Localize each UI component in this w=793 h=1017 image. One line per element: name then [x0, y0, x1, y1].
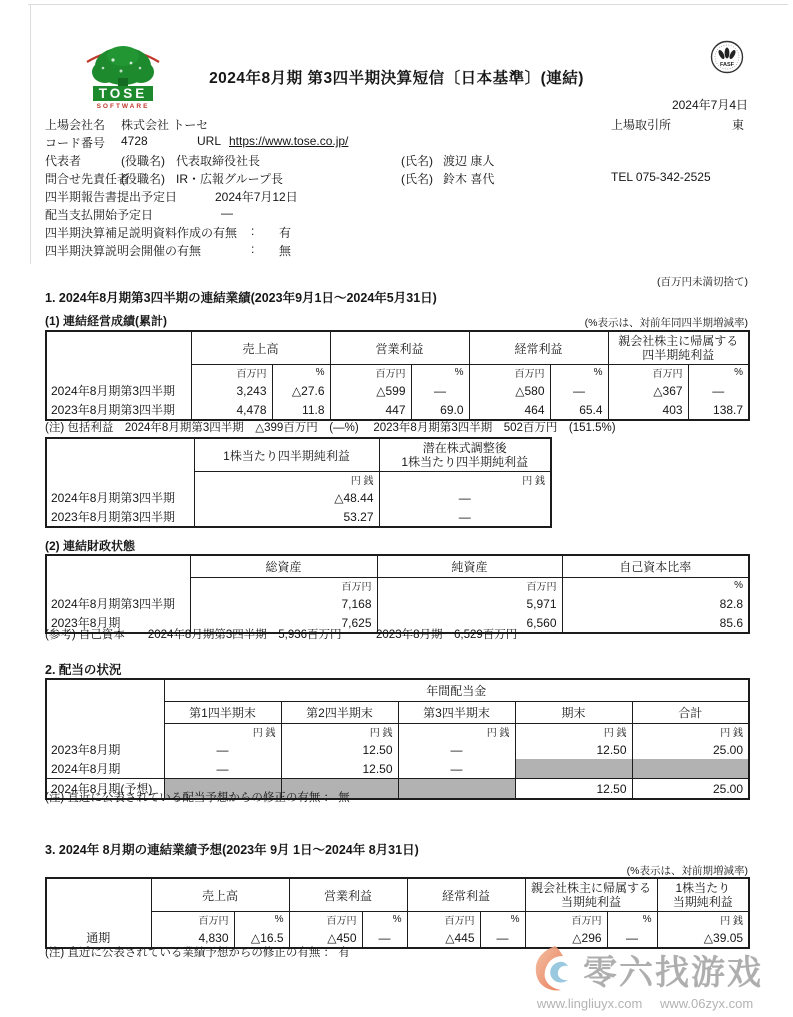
table-row	[46, 679, 749, 702]
rounding-note: (百万円未満切捨て)	[657, 276, 748, 288]
table-cell: 4,478	[191, 400, 272, 420]
svg-text:TOSE: TOSE	[98, 86, 148, 101]
table-cell: △445	[407, 928, 480, 948]
row-label: 2023年8月期第3四半期	[46, 507, 194, 527]
unit-cell: 百万円	[190, 578, 377, 595]
eps-table	[45, 437, 552, 528]
table-cell: △450	[289, 928, 362, 948]
table-header: 年間配当金	[164, 679, 749, 702]
table-header: 期末	[515, 702, 632, 724]
unit-cell: 百万円	[377, 578, 562, 595]
table-header-line: 四半期純利益	[642, 348, 715, 362]
table-header: 売上高	[191, 331, 330, 365]
table-cell: △39.05	[657, 928, 749, 948]
dividend-table	[45, 678, 750, 800]
table-header-line: 潜在株式調整後	[422, 441, 507, 455]
fasf-seal-icon	[709, 40, 745, 82]
table-cell: △599	[330, 381, 411, 400]
briefing-value: 無	[279, 244, 292, 258]
report-date-label: 四半期報告書提出予定日	[45, 190, 178, 204]
unit-cell: 百万円	[151, 912, 234, 929]
unit-cell: 円 銭	[657, 912, 749, 929]
section3-note-right: (%表示は、対前期増減率)	[626, 865, 748, 877]
table-cell: —	[379, 507, 551, 527]
briefing-label: 四半期決算説明会開催の有無	[45, 244, 202, 258]
unit-cell: %	[272, 365, 330, 382]
unit-cell: 円 銭	[398, 724, 515, 741]
unit-cell: %	[234, 912, 289, 929]
table-header-line: 当期純利益	[561, 895, 622, 909]
table-cell: 403	[608, 400, 688, 420]
table-row	[46, 331, 749, 365]
table-cell: 12.50	[281, 740, 398, 759]
table-row	[46, 594, 749, 613]
page-title: 2024年8月期 第3四半期決算短信〔日本基準〕(連結)	[209, 70, 584, 87]
watermark-text: 零六找游戏	[583, 954, 763, 992]
table-row	[46, 381, 749, 400]
table-header: 経常利益	[469, 331, 608, 365]
table-cell: —	[398, 740, 515, 759]
table-cell: 53.27	[194, 507, 379, 527]
row-label: 2023年8月期第3四半期	[46, 400, 191, 420]
table-header: 総資産	[190, 555, 377, 578]
table-cell: 464	[469, 400, 550, 420]
contact-label: 問合せ先責任者	[45, 172, 130, 186]
table-cell: —	[362, 928, 407, 948]
table-header	[657, 878, 749, 912]
contact-title: IR・広報グループ長	[176, 172, 284, 186]
code-label: コード番号	[45, 136, 106, 150]
briefing-row	[45, 242, 748, 260]
representative-title-label: (役職名)	[121, 154, 165, 168]
table-header: 1株当たり四半期純利益	[194, 438, 379, 472]
unit-cell: 百万円	[289, 912, 362, 929]
table-header: 第3四半期末	[398, 702, 515, 724]
table-header	[379, 438, 551, 472]
table-header: 自己資本比率	[562, 555, 749, 578]
section1-heading: 1. 2024年8月期第3四半期の連結業績(2023年9月1日～2024年5月31日)	[45, 291, 437, 305]
representative-title: 代表取締役社長	[176, 154, 261, 168]
listed-name-label: 上場会社名	[45, 118, 106, 132]
table-header: 売上高	[151, 878, 289, 912]
table-cell: 12.50	[281, 759, 398, 779]
table-header: 営業利益	[330, 331, 469, 365]
telephone: TEL 075-342-2525	[611, 170, 711, 184]
row-label: 通期	[46, 928, 151, 948]
table-cell: 447	[330, 400, 411, 420]
unit-cell: 円 銭	[632, 724, 749, 741]
comprehensive-income-note: (注) 包括利益 2024年8月期第3四半期 △399百万円 (—%) 2023年8月期第3四半期 502百万円 (151.5%)	[45, 422, 616, 434]
unit-cell: %	[550, 365, 608, 382]
unit-cell: %	[411, 365, 469, 382]
table-cell: 65.4	[550, 400, 608, 420]
supplement-colon: :	[251, 224, 255, 238]
unit-cell: 円 銭	[194, 472, 379, 489]
watermark-urls	[525, 996, 765, 1011]
table-cell: 7,168	[190, 594, 377, 613]
section1-sub2-heading: (2) 連結財政状態	[45, 539, 136, 553]
briefing-colon: :	[251, 242, 255, 256]
table-cell: —	[607, 928, 657, 948]
table-header-line: 親会社株主に帰属する	[531, 881, 652, 895]
table-cell: △27.6	[272, 381, 330, 400]
section1-sub1-heading: (1) 連結経営成績(累計)	[45, 314, 167, 328]
table-cell: 82.8	[562, 594, 749, 613]
table-cell: 6,560	[377, 613, 562, 633]
table-corner-cell	[46, 679, 164, 740]
unit-cell: 百万円	[469, 365, 550, 382]
representative-name-label: (氏名)	[401, 154, 433, 168]
unit-cell: %	[607, 912, 657, 929]
representative-label: 代表者	[45, 154, 82, 168]
row-label: 2024年8月期第3四半期	[46, 488, 194, 507]
dividend-note: (注) 直近に公表されている配当予想からの修正の有無 ： 無	[45, 792, 350, 804]
table-cell: 85.6	[562, 613, 749, 633]
dividend-start-row	[45, 206, 748, 224]
report-date-value: 2024年7月12日	[215, 190, 298, 204]
table-header-line: 1株当たり四半期純利益	[401, 455, 529, 469]
table-cell: 3,243	[191, 381, 272, 400]
watermark-flame-icon	[525, 944, 583, 994]
watermark-url-1: www.lingliuyx.com	[536, 996, 643, 1011]
watermark-url-2: www.06zyx.com	[659, 996, 754, 1011]
table-row	[46, 507, 551, 527]
table-units-row	[46, 912, 749, 929]
contact-name: 鈴木 喜代	[443, 172, 495, 186]
contact-title-label: (役職名)	[121, 172, 165, 186]
table-cell: △580	[469, 381, 550, 400]
dividend-start-label: 配当支払開始予定日	[45, 208, 154, 222]
representative-name: 渡辺 康人	[443, 154, 495, 168]
table-cell-not-applicable	[398, 779, 515, 800]
scan-artifact-line	[28, 4, 788, 5]
row-label: 2023年8月期	[46, 613, 190, 633]
table-cell: —	[411, 381, 469, 400]
representative-row	[45, 152, 748, 170]
exchange-value: 東	[731, 118, 744, 132]
table-cell: —	[164, 740, 281, 759]
supplement-label: 四半期決算補足説明資料作成の有無	[45, 226, 238, 240]
url-label: URL	[197, 134, 222, 148]
table-cell: —	[688, 381, 749, 400]
contact-row	[45, 170, 748, 188]
table-cell: △48.44	[194, 488, 379, 507]
table-cell: 4,830	[151, 928, 234, 948]
table-cell: —	[379, 488, 551, 507]
unit-cell: 百万円	[191, 365, 272, 382]
supplement-value: 有	[279, 226, 292, 240]
unit-cell: 円 銭	[164, 724, 281, 741]
unit-cell: 円 銭	[379, 472, 551, 489]
table-row	[46, 438, 551, 472]
results-table	[45, 330, 750, 421]
table-cell: —	[164, 759, 281, 779]
contact-name-label: (氏名)	[401, 172, 433, 186]
table-cell: 12.50	[515, 740, 632, 759]
table-cell: —	[550, 381, 608, 400]
table-header: 合計	[632, 702, 749, 724]
equity-reference-note: (参考) 自己資本 2024年8月期第3四半期 5,936百万円 2023年8月期 6,529百万円	[45, 629, 518, 641]
company-name-row	[45, 116, 748, 134]
table-cell: 5,971	[377, 594, 562, 613]
code-url-row	[45, 134, 748, 152]
table-cell: 138.7	[688, 400, 749, 420]
table-corner-cell	[46, 438, 194, 488]
table-cell: 25.00	[632, 779, 749, 800]
unit-cell: 円 銭	[281, 724, 398, 741]
table-cell: △296	[525, 928, 607, 948]
table-header	[608, 331, 749, 365]
table-header: 営業利益	[289, 878, 407, 912]
unit-cell: 百万円	[608, 365, 688, 382]
table-header: 経常利益	[407, 878, 525, 912]
row-label: 2023年8月期	[46, 740, 164, 759]
unit-cell: 円 銭	[515, 724, 632, 741]
company-info-block	[45, 116, 748, 260]
section1-sub1-note: (%表示は、対前年同四半期増減率)	[584, 317, 748, 329]
table-cell: 7,625	[190, 613, 377, 633]
code-value: 4728	[121, 134, 148, 148]
unit-cell: %	[562, 578, 749, 595]
financial-position-table	[45, 554, 750, 634]
table-row	[46, 400, 749, 420]
table-row	[46, 878, 749, 912]
svg-text:SOFTWARE: SOFTWARE	[96, 103, 150, 110]
svg-text:FASF: FASF	[719, 62, 735, 68]
unit-cell: 百万円	[407, 912, 480, 929]
unit-cell: 百万円	[525, 912, 607, 929]
table-cell: △367	[608, 381, 688, 400]
table-row	[46, 759, 749, 779]
unit-cell: %	[362, 912, 407, 929]
table-row	[46, 555, 749, 578]
table-header	[525, 878, 657, 912]
unit-cell: 百万円	[330, 365, 411, 382]
table-row	[46, 740, 749, 759]
table-cell: △16.5	[234, 928, 289, 948]
scan-artifact-line	[30, 4, 31, 264]
row-label: 2024年8月期(予想)	[46, 779, 164, 800]
section2-heading: 2. 配当の状況	[45, 663, 122, 677]
table-cell: 25.00	[632, 740, 749, 759]
table-cell-not-applicable	[515, 759, 632, 779]
table-cell: —	[480, 928, 525, 948]
table-cell: 11.8	[272, 400, 330, 420]
report-date-row	[45, 188, 748, 206]
forecast-note: (注) 直近に公表されている業績予想からの修正の有無 ： 有	[45, 947, 350, 959]
table-row	[46, 488, 551, 507]
table-header: 純資産	[377, 555, 562, 578]
table-header-line: 1株当たり	[675, 881, 731, 895]
row-label: 2024年8月期第3四半期	[46, 594, 190, 613]
table-header-line: 当期純利益	[672, 895, 733, 909]
table-header: 第2四半期末	[281, 702, 398, 724]
table-header: 第1四半期末	[164, 702, 281, 724]
forecast-table	[45, 877, 750, 949]
document-date: 2024年7月4日	[671, 98, 748, 112]
table-cell: 69.0	[411, 400, 469, 420]
table-cell-not-applicable	[632, 759, 749, 779]
url-link[interactable]: https://www.tose.co.jp/	[229, 134, 349, 148]
company-name: 株式会社 トーセ	[121, 118, 209, 132]
unit-cell: %	[688, 365, 749, 382]
table-cell: —	[398, 759, 515, 779]
exchange-label: 上場取引所	[611, 118, 672, 132]
table-corner-cell	[46, 331, 191, 381]
table-header-line: 親会社株主に帰属する	[618, 334, 739, 348]
supplement-row	[45, 224, 748, 242]
unit-cell: %	[480, 912, 525, 929]
table-corner-cell	[46, 555, 190, 594]
row-label: 2024年8月期第3四半期	[46, 381, 191, 400]
watermark	[525, 944, 765, 1011]
dividend-start-value: —	[221, 206, 233, 220]
section3-heading: 3. 2024年 8月期の連結業績予想(2023年 9月 1日～2024年 8月31日)	[45, 843, 419, 857]
table-corner-cell	[46, 878, 151, 928]
row-label: 2024年8月期	[46, 759, 164, 779]
table-cell: 12.50	[515, 779, 632, 800]
